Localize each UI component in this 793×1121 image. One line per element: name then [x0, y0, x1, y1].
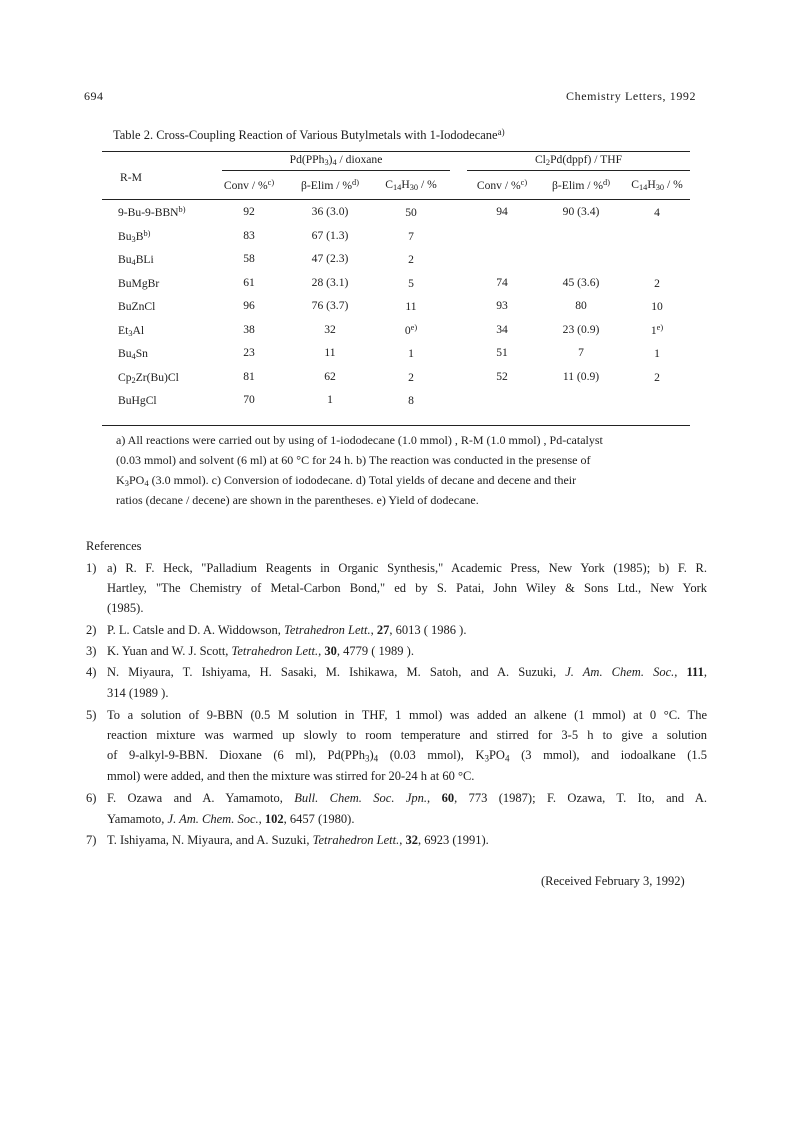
group1-rule — [222, 170, 450, 171]
value-cell: 2 — [408, 252, 414, 266]
value-cell: 38 — [243, 322, 255, 336]
value-cell: 0$^{e)}$ — [404, 322, 418, 337]
rm-cell: $Bu_3B^{b)}$ — [118, 228, 151, 244]
value-cell: 1 — [327, 393, 333, 406]
ref-6-number: 6) — [86, 791, 97, 805]
table-caption — [113, 127, 505, 143]
rm-cell: $Bu_4Sn$ — [118, 346, 148, 361]
rm-cell: $Bu_4BLi$ — [118, 252, 154, 267]
header-bottom-rule — [102, 199, 690, 200]
caption-footnote-mark: a) — [497, 127, 505, 137]
references-heading: References — [86, 539, 142, 553]
ref-1-line-1: a) R. F. Heck, "Palladium Reagents in Organic Synthesis," Academic Press, New York (1985); b) F. R. — [107, 561, 707, 575]
value-cell: 23 — [243, 346, 255, 359]
rm-cell: BuZnCl — [118, 299, 156, 313]
ref-7-line-1: T. Ishiyama, N. Miyaura, and A. Suzuki, Tetrahedron Lett., 32, 6923 (1991). — [107, 833, 489, 847]
ref-2-line-1: P. L. Catsle and D. A. Widdowson, Tetrahedron Lett., 27, 6013 ( 1986 ). — [107, 623, 467, 637]
ref-1-number: 1) — [86, 561, 97, 575]
ref-1-line-3: (1985). — [107, 601, 144, 615]
value-cell: 47 (2.3) — [311, 252, 349, 265]
ref-2-number: 2) — [86, 623, 97, 637]
col-conv-1: Conv / %$^{c)}$ — [223, 178, 275, 192]
value-cell: 1$^{e)}$ — [650, 322, 664, 337]
rm-cell: BuHgCl — [118, 393, 157, 407]
ref-4-number: 4) — [86, 665, 97, 679]
ref-5-number: 5) — [86, 708, 97, 722]
caption-text: Table 2. Cross-Coupling Reaction of Various Butylmetals with 1-Iododecane — [113, 128, 498, 143]
ref-6-line-1: F. Ozawa and A. Yamamoto, Bull. Chem. Soc. Jpn., 60, 773 (1987); F. Ozawa, T. Ito, and A. — [107, 791, 707, 805]
value-cell: 92 — [243, 205, 255, 218]
col-elim-2: β-Elim / %$^{d)}$ — [552, 178, 610, 192]
table-top-rule — [102, 151, 690, 152]
value-cell: 23 (0.9) — [562, 322, 600, 336]
ref-4-line-2: 314 (1989 ). — [107, 686, 169, 700]
value-cell: 76 (3.7) — [311, 299, 349, 312]
col-elim-1: β-Elim / %$^{d)}$ — [301, 178, 359, 192]
value-cell: 51 — [496, 346, 508, 359]
value-cell: 36 (3.0) — [311, 205, 349, 218]
value-cell: 62 — [324, 369, 336, 383]
table-footnote-line-1: a) All reactions were carried out by using of 1-iododecane (1.0 mmol) , R-M (1.0 mmol) , Pd-catalyst — [116, 433, 603, 447]
value-cell: 11 — [405, 299, 417, 313]
value-cell: 80 — [575, 299, 587, 312]
value-cell: 2 — [408, 370, 414, 384]
received-date: (Received February 3, 1992) — [541, 874, 685, 888]
ref-1-line-2: Hartley, "The Chemistry of Metal-Carbon Bond," ed by S. Patai, John Wiley & Sons Ltd., New York — [107, 581, 707, 595]
value-cell: 11 (0.9) — [562, 369, 600, 383]
rm-cell: $Cp_2Zr(Bu)Cl$ — [118, 370, 179, 385]
table-footnote-line-3: $K_3PO_4$ (3.0 mmol). c) Conversion of iododecane. d) Total yields of decane and decene and their — [116, 473, 577, 489]
ref-5-line-3: of 9-alkyl-9-BBN. Dioxane (6 ml), $Pd(PPh_3)_4$ (0.03 mmol), $K_3PO_4$ (3 mmol), and iodoalkane (1.5 — [107, 748, 708, 764]
value-cell: 1 — [654, 346, 660, 360]
rm-cell: BuMgBr — [118, 276, 160, 290]
group2-header: $Cl_2Pd(dppf)$ / THF — [534, 153, 623, 168]
table-bottom-rule — [102, 425, 690, 426]
value-cell: 96 — [243, 299, 255, 312]
rm-header: R-M — [120, 171, 142, 184]
group1-header: $Pd(PPh_3)_4$ / dioxane — [289, 153, 383, 168]
value-cell: 90 (3.4) — [562, 205, 600, 218]
value-cell: 2 — [654, 370, 660, 384]
value-cell: 28 (3.1) — [311, 275, 349, 289]
ref-6-line-2: Yamamoto, J. Am. Chem. Soc., 102, 6457 (1980). — [107, 812, 355, 826]
col-c14-2: $C_{14}H_{30}$ / % — [631, 178, 683, 193]
rm-cell: $Et_3Al$ — [118, 323, 145, 338]
value-cell: 52 — [496, 369, 508, 383]
value-cell: 1 — [408, 346, 414, 360]
journal-name: Chemistry Letters, 1992 — [566, 89, 697, 103]
value-cell: 61 — [243, 275, 255, 289]
value-cell: 4 — [654, 205, 660, 219]
col-conv-2: Conv / %$^{c)}$ — [476, 178, 528, 192]
value-cell: 93 — [496, 299, 508, 312]
value-cell: 2 — [654, 276, 660, 290]
value-cell: 50 — [405, 205, 417, 219]
value-cell: 11 — [324, 346, 336, 359]
value-cell: 7 — [578, 346, 584, 359]
value-cell: 8 — [408, 393, 414, 407]
value-cell: 67 (1.3) — [311, 228, 349, 242]
rm-cell: 9-Bu-9-BBN$^{b)}$ — [118, 205, 186, 219]
ref-5-line-2: reaction mixture was warmed up slowly to room temperature and stirred for 3-5 h to give a solution — [107, 728, 707, 742]
value-cell: 94 — [496, 205, 508, 218]
col-c14-1: $C_{14}H_{30}$ / % — [385, 178, 437, 193]
value-cell: 45 (3.6) — [562, 275, 600, 289]
value-cell: 58 — [243, 252, 255, 265]
value-cell: 83 — [243, 228, 255, 242]
ref-4-line-1: N. Miyaura, T. Ishiyama, H. Sasaki, M. Ishikawa, M. Satoh, and A. Suzuki, J. Am. Chem. Soc., 111, — [107, 665, 707, 679]
value-cell: 74 — [496, 275, 508, 289]
page-number: 694 — [84, 89, 104, 103]
table-footnote-line-4: ratios (decane / decene) are shown in the parentheses. e) Yield of dodecane. — [116, 493, 479, 507]
group2-rule — [467, 170, 690, 171]
value-cell: 34 — [496, 322, 508, 336]
value-cell: 10 — [651, 299, 663, 313]
table-footnote-line-2: (0.03 mmol) and solvent (6 ml) at 60 °C for 24 h. b) The reaction was conducted in the presense of — [116, 453, 591, 467]
value-cell: 5 — [408, 276, 414, 290]
ref-3-line-1: K. Yuan and W. J. Scott, Tetrahedron Lett., 30, 4779 ( 1989 ). — [107, 644, 414, 658]
ref-5-line-1: To a solution of 9-BBN (0.5 M solution in THF, 1 mmol) was added an alkene (1 mmol) at 0 °C. The — [107, 708, 707, 722]
ref-7-number: 7) — [86, 833, 97, 847]
ref-3-number: 3) — [86, 644, 97, 658]
ref-5-line-4: mmol) were added, and then the mixture was stirred for 20-24 h at 60 °C. — [107, 769, 475, 783]
value-cell: 32 — [324, 322, 336, 336]
value-cell: 7 — [408, 229, 414, 243]
value-cell: 70 — [243, 393, 255, 406]
value-cell: 81 — [243, 369, 255, 383]
